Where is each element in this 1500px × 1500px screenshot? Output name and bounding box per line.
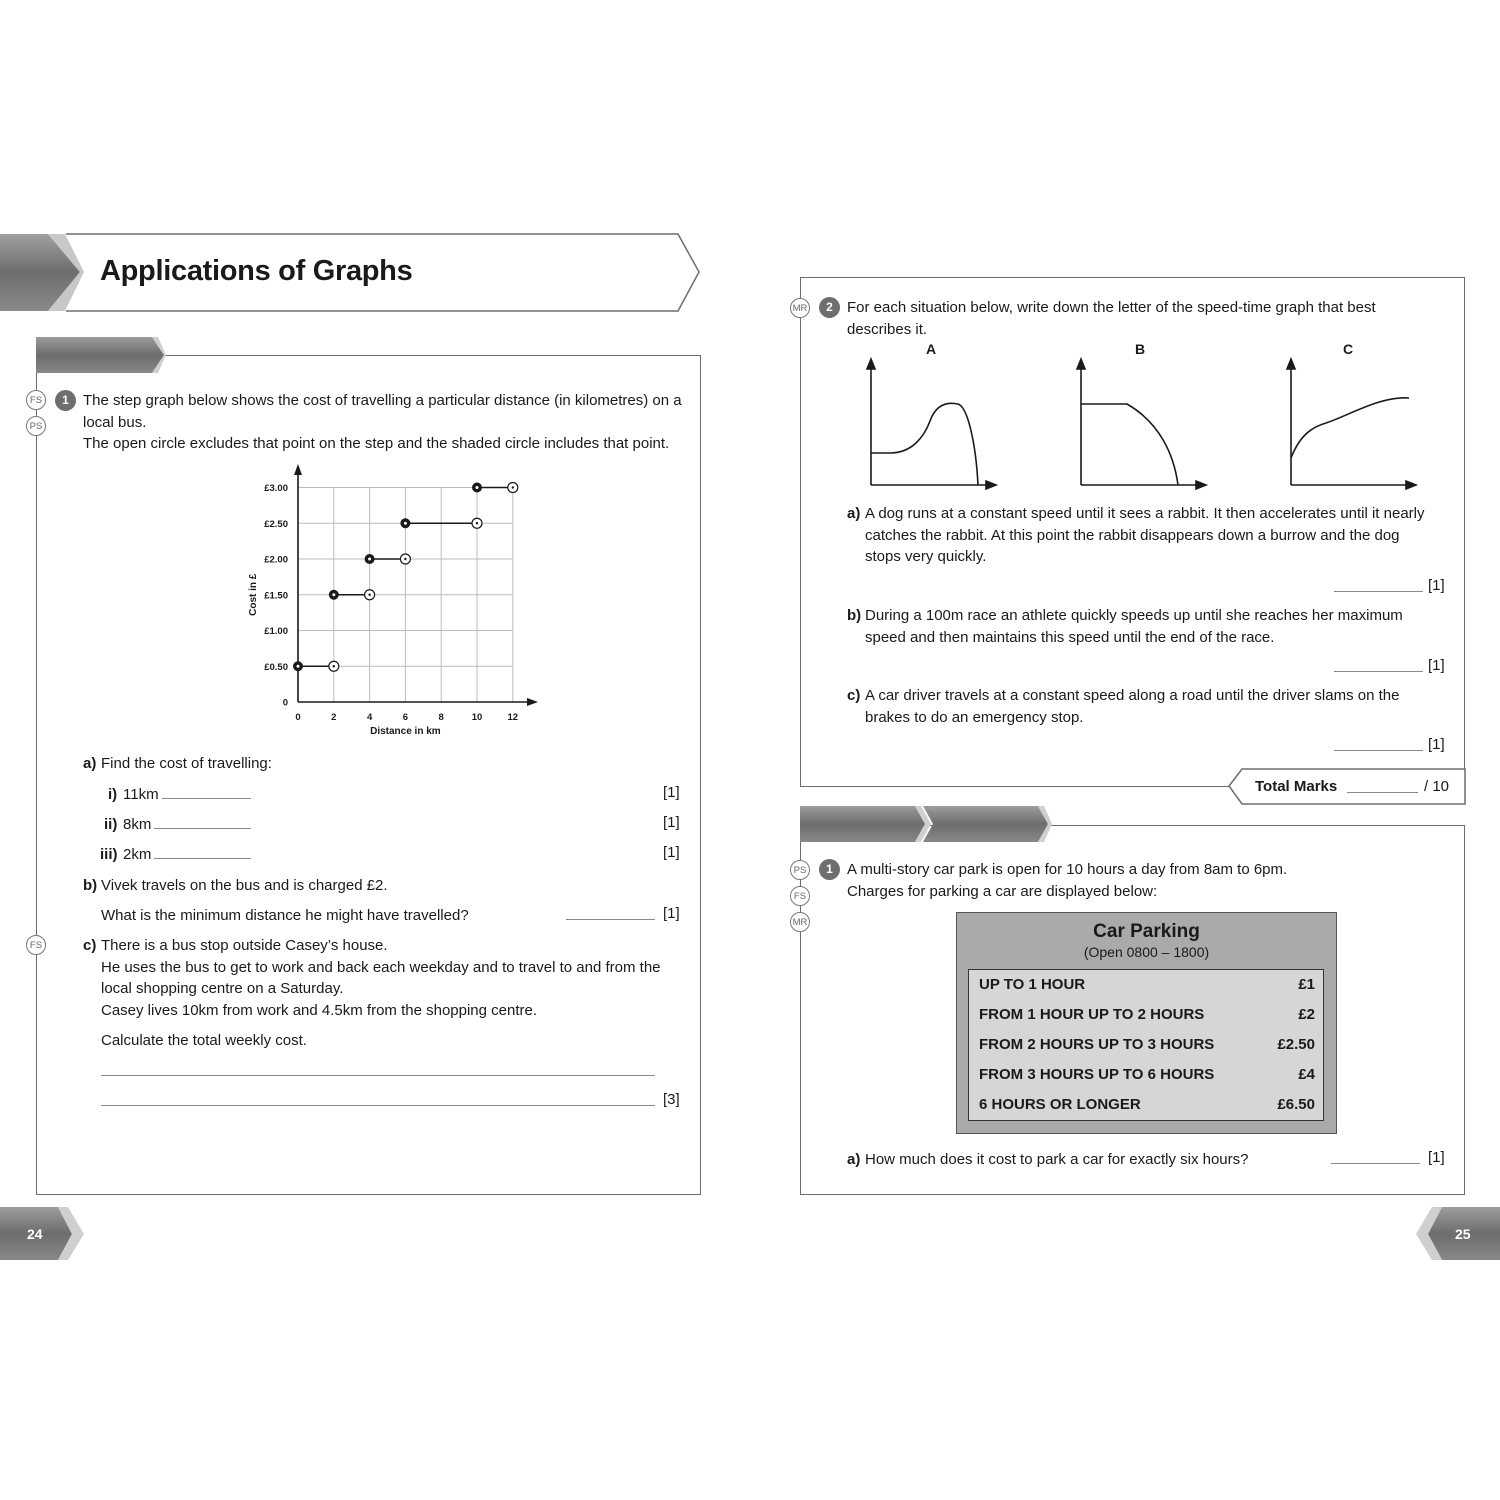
total-marks-label: Total Marks xyxy=(1255,778,1338,795)
closed-point-center xyxy=(368,558,371,561)
question-number: 1 xyxy=(819,859,840,880)
y-tick-label: 0 xyxy=(282,697,288,709)
part-b-text: During a 100m race an athlete quickly speeds up until she reaches her maximum speed and then maintains this speed until the end of the race. xyxy=(865,607,1403,646)
skill-ps-icon: PS xyxy=(790,860,810,880)
question-number: 2 xyxy=(819,297,840,318)
open-point-center xyxy=(368,594,370,596)
total-marks-answer-line[interactable] xyxy=(1347,792,1418,793)
question-number: 1 xyxy=(55,390,76,411)
part-b-question: What is the minimum distance he might have travelled? xyxy=(101,907,469,924)
x-tick-label: 8 xyxy=(438,712,444,723)
price-row: FROM 3 HOURS UP TO 6 HOURS £4 xyxy=(979,1066,1315,1083)
graph-label-a: A xyxy=(926,341,937,357)
mark-value: [1] xyxy=(1428,577,1445,594)
graph-label-c: C xyxy=(1343,341,1354,357)
mark-value: [1] xyxy=(663,844,680,861)
graph-label-b: B xyxy=(1135,341,1146,357)
skill-fs-icon: FS xyxy=(26,390,46,410)
mark-value: [1] xyxy=(1428,657,1445,674)
part-label: a) xyxy=(83,755,97,772)
part-label: a) xyxy=(847,1151,861,1168)
part-label: a) xyxy=(847,505,861,522)
closed-point-center xyxy=(332,593,335,596)
y-axis-label: Cost in £ xyxy=(248,573,259,616)
subpart-text: 11km xyxy=(123,786,159,803)
x-tick-label: 10 xyxy=(471,712,483,723)
closed-point-center xyxy=(476,486,479,489)
part-a-text: Find the cost of travelling: xyxy=(101,755,272,772)
x-tick-label: 0 xyxy=(295,712,301,723)
subpart-label: i) xyxy=(108,786,118,803)
answer-line[interactable] xyxy=(101,1105,655,1106)
y-tick-label: £2.00 xyxy=(264,554,288,566)
mark-value: [1] xyxy=(1428,736,1445,753)
skill-ps-icon: PS xyxy=(26,416,46,436)
price-row: FROM 2 HOURS UP TO 3 HOURS £2.50 xyxy=(979,1036,1315,1053)
skill-mr-icon: MR xyxy=(790,298,810,318)
skill-mr-icon: MR xyxy=(790,912,810,932)
sign-subtitle: (Open 0800 – 1800) xyxy=(1083,944,1210,960)
y-tick-label: £0.50 xyxy=(264,661,288,673)
closed-point-center xyxy=(297,665,300,668)
part-label: c) xyxy=(83,937,97,954)
page-number-left: 24 xyxy=(27,1226,43,1242)
answer-line[interactable] xyxy=(566,919,655,920)
price-row: FROM 1 HOUR UP TO 2 HOURS £2 xyxy=(979,1006,1315,1023)
part-label: b) xyxy=(83,877,98,894)
speed-time-graph-c xyxy=(1280,355,1425,495)
skill-fs-icon: FS xyxy=(790,886,810,906)
speed-time-graph-b xyxy=(1070,355,1215,495)
open-point-center xyxy=(512,486,514,488)
mark-value: [3] xyxy=(663,1091,680,1108)
answer-line[interactable] xyxy=(1334,591,1423,592)
open-point-center xyxy=(404,558,406,560)
y-tick-label: £1.50 xyxy=(264,590,288,602)
part-c-text: There is a bus stop outside Casey’s house. He uses the bus to get to work and back each weekday and to travel to and from the local shopping centre on a Saturday. Casey lives 10km from work and 4.5km from the shopping centre. xyxy=(101,937,661,1019)
y-tick-label: £1.00 xyxy=(264,626,288,637)
y-axis-arrow xyxy=(294,464,302,475)
price-row: UP TO 1 HOUR £1 xyxy=(979,976,1315,993)
part-label: b) xyxy=(847,607,862,624)
page-number-right: 25 xyxy=(1455,1226,1471,1242)
part-label: c) xyxy=(847,687,861,704)
y-tick-label: £3.00 xyxy=(264,483,288,494)
x-axis-arrow xyxy=(527,698,538,706)
mark-value: [1] xyxy=(663,814,680,831)
speed-time-graph-a xyxy=(860,355,1005,495)
skill-fs-icon: FS xyxy=(26,935,46,955)
open-point-center xyxy=(333,665,335,667)
question-intro: The step graph below shows the cost of travelling a particular distance (in kilometres) on a local bus. The open circle excludes that point on the step and the shaded circle includes that point. xyxy=(83,392,682,452)
page-number-tab-left xyxy=(0,1207,86,1261)
answer-line[interactable] xyxy=(1334,750,1423,751)
price-row: 6 HOURS OR LONGER £6.50 xyxy=(979,1096,1315,1113)
subpart-text: 2km xyxy=(123,846,152,863)
y-tick-label: £2.50 xyxy=(264,518,288,530)
answer-line[interactable] xyxy=(1331,1163,1420,1164)
mark-value: [1] xyxy=(1428,1149,1445,1166)
answer-line[interactable] xyxy=(154,828,251,829)
mark-value: [1] xyxy=(663,784,680,801)
part-a-text: How much does it cost to park a car for exactly six hours? xyxy=(865,1151,1249,1168)
part-b-text: Vivek travels on the bus and is charged £2. xyxy=(101,877,388,894)
car-parking-sign xyxy=(956,912,1337,1134)
answer-line[interactable] xyxy=(1334,671,1423,672)
mark-value: [1] xyxy=(663,905,680,922)
right-section-band xyxy=(800,806,1052,844)
x-tick-label: 12 xyxy=(507,712,519,723)
part-a-text: A dog runs at a constant speed until it sees a rabbit. It then accelerates until it nearly catches the rabbit. At this point the rabbit disappears down a burrow and the dog stops very quickly. xyxy=(865,505,1425,565)
question-intro: A multi-story car park is open for 10 hours a day from 8am to 6pm. Charges for parking a car are displayed below: xyxy=(847,861,1288,900)
answer-line[interactable] xyxy=(162,798,251,799)
step-graph-chart xyxy=(240,460,550,745)
total-marks-value: / 10 xyxy=(1424,778,1450,795)
x-tick-label: 4 xyxy=(366,712,373,723)
sign-title: Car Parking xyxy=(1093,921,1200,942)
subpart-text: 8km xyxy=(123,816,152,833)
price-table xyxy=(968,969,1324,1121)
closed-point-center xyxy=(404,522,407,525)
subpart-label: iii) xyxy=(100,846,118,863)
part-c-text: A car driver travels at a constant speed along a road until the driver slams on the brakes to do an emergency stop. xyxy=(865,687,1400,726)
x-tick-label: 2 xyxy=(331,712,337,723)
open-point-center xyxy=(476,522,478,524)
answer-line[interactable] xyxy=(154,858,251,859)
x-axis-label: Distance in km xyxy=(370,726,441,737)
subpart-label: ii) xyxy=(104,816,118,833)
page-title: Applications of Graphs xyxy=(100,255,413,287)
part-c-question: Calculate the total weekly cost. xyxy=(101,1032,307,1049)
answer-line[interactable] xyxy=(101,1075,655,1076)
x-tick-label: 6 xyxy=(402,712,409,723)
question-intro: For each situation below, write down the letter of the speed-time graph that best describes it. xyxy=(847,299,1376,338)
left-section-band xyxy=(36,337,166,375)
